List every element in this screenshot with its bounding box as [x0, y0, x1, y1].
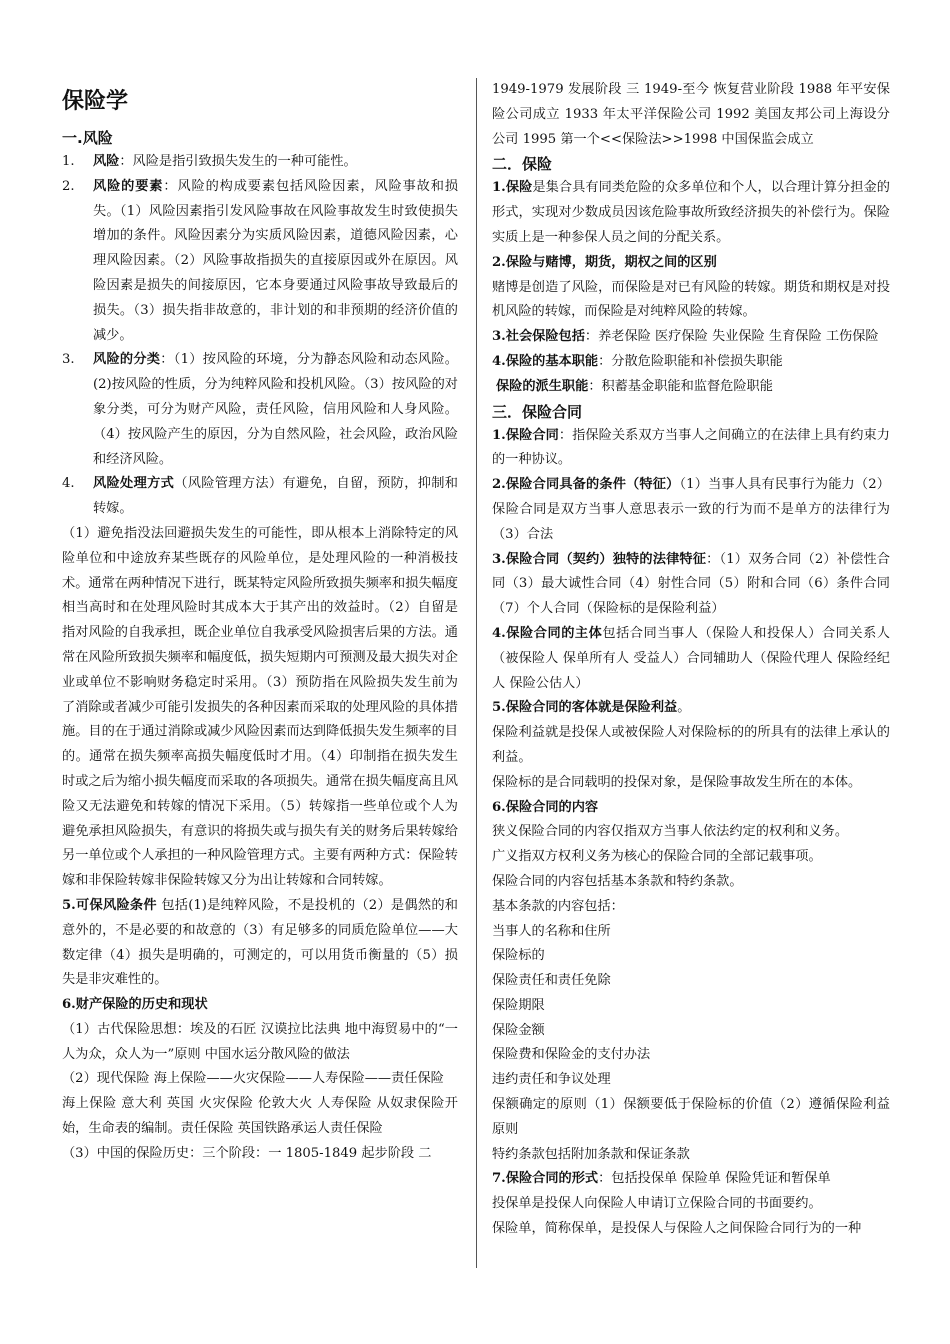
- paragraph: 4.保险合同的主体包括合同当事人（保险人和投保人）合同关系人（被保险人 保单所有人 受益人）合同辅助人（保险代理人 保险经纪人 保险公估人）: [492, 625, 890, 691]
- paragraph: 保险标的: [492, 948, 545, 964]
- list-item: 3. 风险的分类：（1）按风险的环境，分为静态风险和动态风险。(2)按风险的性质，分为纯粹风险和投机风险。（3）按风险的对象分类，可分为财产风险，责任风险，信用风险和人身风险。（4）按风险产生的原因，分为自然风险，社会风险，政治风险和经济风险。: [62, 352, 458, 467]
- paragraph: 基本条款的内容包括：: [492, 898, 624, 914]
- paragraph: 保险标的是合同载明的投保对象，是保险事故发生所在的本体。: [492, 774, 862, 790]
- paragraph-continued: 1949-1979 发展阶段 三 1949-至今 恢复营业阶段 1988 年平安保险公司成立 1933 年太平洋保险公司 1992 美国友邦公司上海设分公司 1995 第一个<<保险法>>1998 中国保监会成立: [492, 82, 890, 147]
- document-title: 保险学: [62, 89, 129, 114]
- list-item: 4. 风险处理方式（风险管理方法）有避免，自留，预防，抑制和转嫁。: [62, 476, 458, 517]
- paragraph: 5.保险合同的客体就是保险利益。: [492, 700, 691, 716]
- paragraph: 违约责任和争议处理: [492, 1072, 611, 1088]
- subheading: 6.保险合同的内容: [492, 799, 599, 815]
- right-column: [492, 78, 890, 1242]
- paragraph: 3.社会保险包括：养老保险 医疗保险 失业保险 生育保险 工伤保险: [492, 329, 879, 345]
- paragraph: 2.保险合同具备的条件（特征）（1）当事人具有民事行为能力（2）保险合同是双方当事人意思表示一致的行为而不是单方的法律行为（3）合法: [492, 477, 890, 542]
- paragraph: 赌博是创造了风险，而保险是对已有风险的转嫁。期货和期权是对投机风险的转嫁，而保险是对纯粹风险的转嫁。: [492, 279, 890, 320]
- paragraph: （3）中国的保险历史：三个阶段：一 1805-1849 起步阶段 二: [62, 1145, 432, 1161]
- paragraph-insurable-risk: 5.可保风险条件 包括(1)是纯粹风险，不是投机的（2）是偶然的和意外的，不是必要的和故意的（3）有足够多的同质危险单位——大数定律（4）损失是明确的，可测定的，可以用货币衡量的（5）损失是非灾难性的。: [62, 897, 458, 988]
- paragraph: 投保单是投保人向保险人申请订立保险合同的书面要约。: [492, 1196, 822, 1212]
- list-item: 2. 风险的要素：风险的构成要素包括风险因素，风险事故和损失。（1）风险因素指引发风险事故在风险事故发生时致使损失增加的条件。风险因素分为实质风险因素，道德风险因素，心理风险因素。（2）风险事故指损失的直接原因或外在原因。风险因素是损失的间接原因，它本身要通过风险事故导致最后的损失。（3）损失指非故意的，非计划的和非预期的经济价值的减少。: [62, 178, 459, 343]
- column-divider: [476, 78, 477, 1268]
- risk-list: [62, 150, 458, 522]
- paragraph: 保险期限: [492, 997, 545, 1013]
- paragraph: 保险费和保险金的支付办法: [492, 1047, 651, 1063]
- paragraph: 保险责任和责任免除: [492, 973, 611, 989]
- paragraph: 保险单，简称保单，是投保人与保险人之间保险合同行为的一种: [492, 1221, 862, 1237]
- paragraph: 保险的派生职能：积蓄基金职能和监督危险职能: [496, 378, 773, 394]
- heading-property-insurance-history: 6.财产保险的历史和现状: [62, 997, 208, 1013]
- paragraph: 保险利益就是投保人或被保险人对保险标的的所具有的法律上承认的利益。: [492, 725, 890, 765]
- paragraph: 海上保险 意大利 英国 火灾保险 伦敦大火 人寿保险 从奴隶保险开始，生命表的编制。责任保险 英国铁路承运人责任保险: [62, 1096, 458, 1137]
- paragraph: 当事人的名称和住所: [492, 923, 611, 939]
- paragraph: 4.保险的基本职能：分散危险职能和补偿损失职能: [492, 353, 783, 369]
- paragraph: 3.保险合同（契约）独特的法律特征：（1）双务合同（2）补偿性合同（3）最大诚性合同（4）射性合同（5）附和合同（6）条件合同（7）个人合同（保险标的是保险利益）: [492, 551, 890, 617]
- paragraph: 保险合同的内容包括基本条款和特约条款。: [492, 873, 743, 889]
- section-heading-risk: 一.风险: [62, 129, 113, 147]
- paragraph: 广义指双方权利义务为核心的保险合同的全部记载事项。: [492, 849, 822, 865]
- section-heading-insurance: 二．保险: [492, 155, 553, 174]
- paragraph: 狭义保险合同的内容仅指双方当事人依法约定的权利和义务。: [492, 824, 849, 840]
- paragraph: （1）古代保险思想：埃及的石匠 汉谟拉比法典 地中海贸易中的“一人为众，众人为一”原则 中国水运分散风险的做法: [62, 1021, 458, 1062]
- left-column: [62, 86, 458, 1167]
- paragraph: 1.保险是集合具有同类危险的众多单位和个人，以合理计算分担金的形式，实现对少数成员因该危险事故所致经济损失的补偿行为。保险实质上是一种参保人员之间的分配关系。: [492, 180, 890, 245]
- paragraph: （2）现代保险 海上保险——火灾保险——人寿保险——责任保险: [62, 1071, 444, 1087]
- paragraph: 特约条款包括附加条款和保证条款: [492, 1146, 690, 1162]
- paragraph: 7.保险合同的形式：包括投保单 保险单 保险凭证和暂保单: [492, 1171, 831, 1187]
- paragraph-risk-handling: （1）避免指没法回避损失发生的可能性，即从根本上消除特定的风险单位和中途放弃某些既存的风险单位，是处理风险的一种消极技术。通常在两种情况下进行，既某特定风险所致损失频率和损失幅度相当高时和在处理风险时其成本大于其产出的效益时。（2）自留是指对风险的自我承担，既企业单位自我承受风险损害后果的方法。通常在风险所致损失频率和幅度低，损失短期内可预测及最大损失对企业或单位不影响财务稳定时采用。（3）预防指在风险损失发生前为了消除或者减少可能引发损失的各种因素而采取的处理风险的具体措施。目的在于通过消除或减少风险因素而达到降低损失发生频率的目的。通常在损失频率高损失幅度低时才用。（4）印制指在损失发生时或之后为缩小损失幅度而采取的各项损失。通常在损失幅度高且风险又无法避免和转嫁的情况下采用。（5）转嫁指一些单位或个人为避免承担风险损失，有意识的将损失或与损失有关的财务后果转嫁给另一单位或个人承担的一种风险管理方式。主要有两种方式：保险转嫁和非保险转嫁非保险转嫁又分为出让转嫁和合同转嫁。: [62, 525, 458, 889]
- section-heading-insurance-contract: 三．保险合同: [492, 402, 583, 421]
- list-item: 1. 风险：风险是指引致损失发生的一种可能性。: [62, 154, 357, 169]
- paragraph: 1.保险合同：指保险关系双方当事人之间确立的在法律上具有约束力的一种协议。: [492, 427, 890, 468]
- paragraph: 保险金额: [492, 1022, 545, 1038]
- paragraph: 保额确定的原则（1）保额要低于保险标的价值（2）遵循保险利益原则: [492, 1097, 890, 1137]
- subheading: 2.保险与赌博，期货，期权之间的区别: [492, 254, 717, 270]
